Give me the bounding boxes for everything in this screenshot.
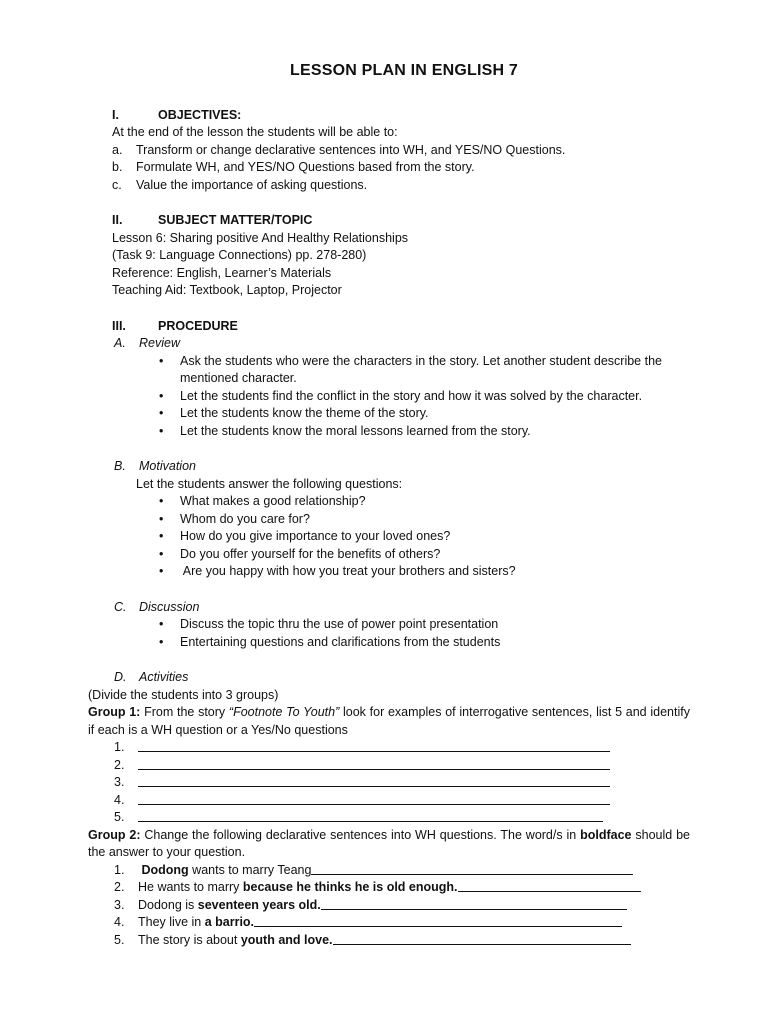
section-title: OBJECTIVES: xyxy=(158,107,242,122)
sentence-item: 4. They live in a barrio. xyxy=(112,914,690,932)
bullet-icon: • xyxy=(159,511,164,526)
subject-line: Lesson 6: Sharing positive And Healthy Relationships xyxy=(112,230,409,245)
story-title: “Footnote To Youth” xyxy=(228,705,340,719)
motivation-list xyxy=(112,493,690,581)
blank-line xyxy=(138,792,610,805)
bullet-icon: • xyxy=(159,494,164,508)
sub-marker: B. xyxy=(114,459,126,473)
list-item: • Let the students know the moral lessons learned from the story. xyxy=(112,423,690,441)
review-heading xyxy=(112,335,690,353)
item-text: Formulate WH, and YES/NO Questions based from the story. xyxy=(136,160,475,174)
sub-marker: A. xyxy=(114,336,126,350)
list-item: • Do you offer yourself for the benefits of others? xyxy=(112,546,690,564)
blank-line xyxy=(138,739,610,752)
item-text: Value the importance of asking questions. xyxy=(136,177,368,192)
blank-line xyxy=(138,774,610,787)
subject-line: Reference: English, Learner’s Materials xyxy=(112,265,332,280)
bullet-icon: • xyxy=(159,388,164,403)
item-text: Transform or change declarative sentences into WH, and YES/NO Questions. xyxy=(136,142,566,157)
divide-instruction: (Divide the students into 3 groups) xyxy=(88,687,279,702)
blank-line xyxy=(138,757,610,770)
list-item: • How do you give importance to your loved ones? xyxy=(112,528,690,546)
bullet-icon: • xyxy=(159,353,164,368)
bullet-icon: • xyxy=(159,546,164,561)
page-title: LESSON PLAN IN ENGLISH 7 xyxy=(290,62,518,79)
activities-block xyxy=(88,687,690,950)
item-marker: a. xyxy=(112,142,123,157)
sub-label: Review xyxy=(139,336,180,350)
group1-answer-list xyxy=(88,739,690,827)
answer-line: 2. xyxy=(112,757,690,775)
objective-item xyxy=(112,159,690,177)
answer-line: 3. xyxy=(112,774,690,792)
subject-line: Teaching Aid: Textbook, Laptop, Projector xyxy=(112,283,342,297)
section-title: PROCEDURE xyxy=(158,318,238,333)
objective-item xyxy=(112,177,690,195)
sub-label: Discussion xyxy=(139,599,200,614)
bullet-icon: • xyxy=(159,529,164,543)
bullet-icon: • xyxy=(159,617,164,631)
blank-line xyxy=(138,809,603,822)
list-item: • What makes a good relationship? xyxy=(112,493,690,511)
answer-line: 5. xyxy=(112,809,690,827)
section-title: SUBJECT MATTER/TOPIC xyxy=(158,213,313,227)
motivation-intro: Let the students answer the following questions: xyxy=(136,476,403,491)
sentence-item: 3. Dodong is seventeen years old. xyxy=(112,897,690,915)
bullet-icon: • xyxy=(159,423,164,438)
bullet-icon: • xyxy=(159,564,164,578)
group1-instruction: Group 1: From the story “Footnote To Youth” look for examples of interrogative sentences, list 5 and identify if each is a WH question or a Yes/No questions xyxy=(88,705,690,737)
sub-marker: C. xyxy=(114,599,127,614)
group1-label: Group 1: xyxy=(88,705,141,719)
section-number: I. xyxy=(112,107,119,122)
list-item: • Entertaining questions and clarifications from the students xyxy=(112,634,690,652)
sub-label: Motivation xyxy=(139,459,196,473)
subject-line: (Task 9: Language Connections) pp. 278-280) xyxy=(112,248,367,262)
list-item: • Let the students know the theme of the story. xyxy=(112,405,690,423)
sentence-item: 5. The story is about youth and love. xyxy=(112,932,690,950)
item-marker: b. xyxy=(112,160,123,174)
blank-line xyxy=(311,862,633,875)
sub-marker: D. xyxy=(114,670,127,684)
discussion-heading xyxy=(112,599,690,617)
list-item: • Discuss the topic thru the use of power point presentation xyxy=(112,616,690,634)
blank-line xyxy=(333,932,631,945)
bullet-icon: • xyxy=(159,406,164,420)
sentence-item: 2. He wants to marry because he thinks he is old enough. xyxy=(112,879,690,897)
bullet-icon: • xyxy=(159,634,164,649)
blank-line xyxy=(458,879,641,892)
section-number: II. xyxy=(112,213,123,227)
section-objectives-heading xyxy=(112,107,690,125)
group2-sentence-list xyxy=(88,862,690,950)
list-item: • Let the students find the conflict in the story and how it was solved by the character. xyxy=(112,388,690,406)
discussion-list xyxy=(112,616,690,651)
sub-label: Activities xyxy=(139,670,189,684)
motivation-heading xyxy=(112,458,690,476)
list-item: • Whom do you care for? xyxy=(112,511,690,529)
objectives-intro: At the end of the lesson the students will be able to: xyxy=(112,125,398,139)
blank-line xyxy=(254,914,622,927)
section-procedure-heading xyxy=(112,318,690,336)
sentence-item: 1. Dodong wants to marry Teang xyxy=(112,862,690,880)
review-list xyxy=(112,353,690,441)
item-marker: c. xyxy=(112,177,122,192)
section-number: III. xyxy=(112,318,126,333)
answer-line: 1. xyxy=(112,739,690,757)
group2-label: Group 2: xyxy=(88,827,141,842)
activities-heading xyxy=(112,669,690,687)
blank-line xyxy=(321,897,627,910)
section-subject-heading xyxy=(112,212,690,230)
answer-line: 4. xyxy=(112,792,690,810)
list-item-continuation: mentioned character. xyxy=(180,371,297,385)
objective-item xyxy=(112,142,690,160)
list-item: • Are you happy with how you treat your brothers and sisters? xyxy=(112,563,690,581)
group2-instruction: Group 2: Change the following declarative sentences into WH questions. The word/s in boldface should be the answer to your question. xyxy=(88,827,690,859)
list-item: • Ask the students who were the characters in the story. Let another student describe the xyxy=(112,353,690,371)
